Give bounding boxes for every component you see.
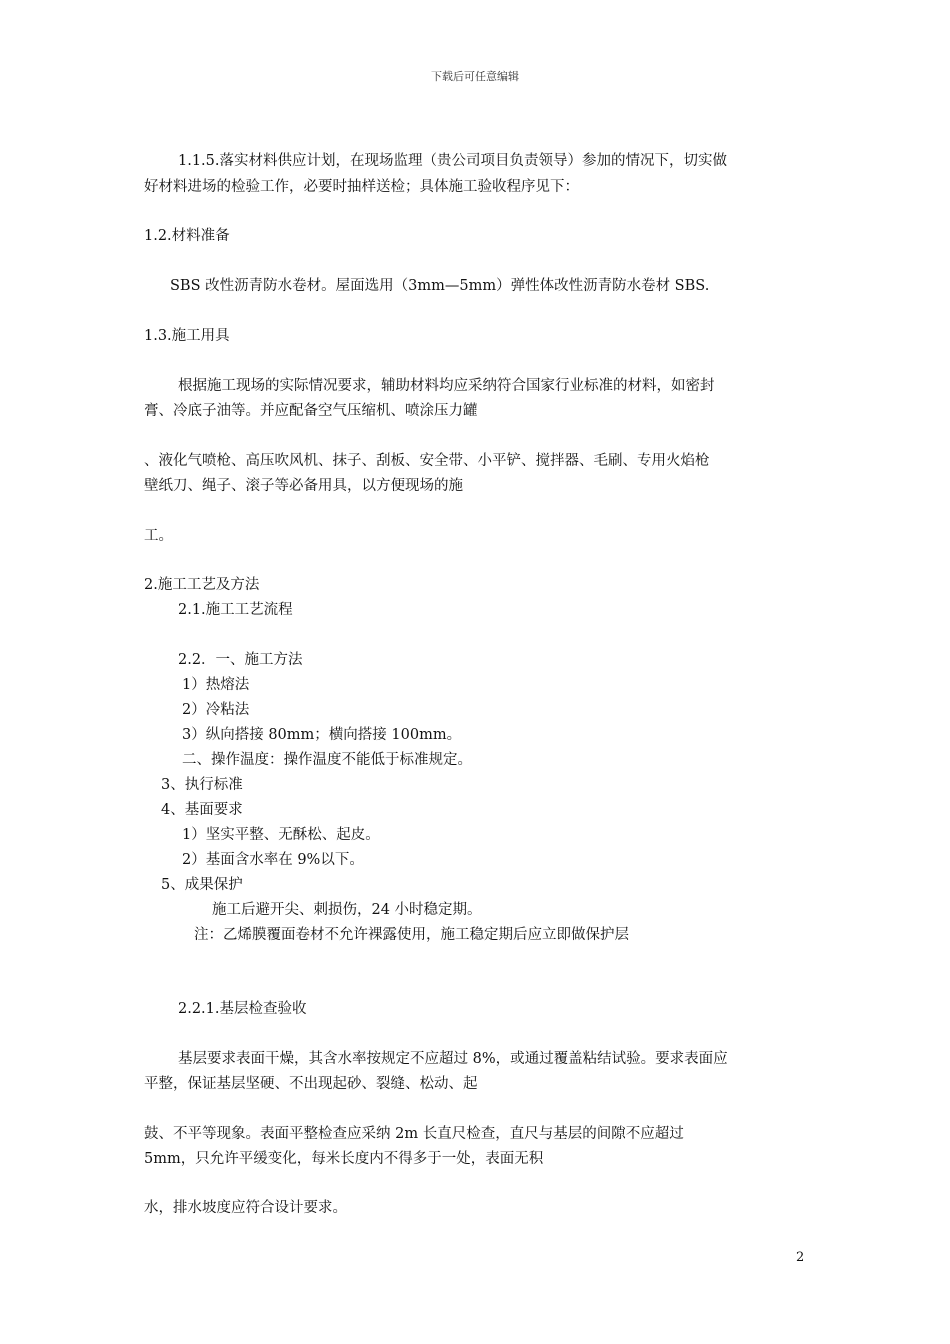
list-item: 5、成果保护	[161, 877, 243, 893]
list-item: 2）冷粘法	[182, 702, 250, 718]
page-number: 2	[796, 1250, 805, 1265]
paragraph-line: 好材料进场的检验工作，必要时抽样送检；具体施工验收程序见下：	[144, 179, 579, 195]
paragraph-line: SBS 改性沥青防水卷材。屋面选用（3mm—5mm）弹性体改性沥青防水卷材 SBS.	[170, 278, 710, 294]
list-item: 施工后避开尖、刺损伤，24 小时稳定期。	[212, 902, 482, 918]
paragraph-line: 基层要求表面干燥，其含水率按规定不应超过 8%，或通过覆盖粘结试验。要求表面应	[178, 1051, 728, 1067]
note-line: 注：乙烯膜覆面卷材不允许裸露使用，施工稳定期后应立即做保护层	[194, 927, 629, 943]
section-heading: 2.施工工艺及方法	[144, 577, 260, 593]
paragraph-line: 平整，保证基层坚硬、不出现起砂、裂缝、松动、起	[144, 1076, 478, 1092]
paragraph-line: 5mm，只允许平缓变化，每米长度内不得多于一处，表面无积	[144, 1151, 544, 1167]
list-item: 4、基面要求	[161, 802, 243, 818]
paragraph-line: 1.1.5.落实材料供应计划，在现场监理（贵公司项目负责领导）参加的情况下，切实做	[178, 153, 728, 169]
section-heading: 1.2.材料准备	[144, 228, 230, 244]
page-header: 下载后可任意编辑	[431, 70, 519, 83]
subsection-heading: 2.2．一、施工方法	[178, 652, 303, 668]
section-heading: 1.3.施工用具	[144, 328, 230, 344]
list-item: 3）纵向搭接 80mm；横向搭接 100mm。	[182, 727, 462, 743]
subsection-heading: 2.1.施工工艺流程	[178, 602, 293, 618]
paragraph-line: 壁纸刀、绳子、滚子等必备用具，以方便现场的施	[144, 478, 463, 494]
list-item: 2）基面含水率在 9%以下。	[182, 852, 364, 868]
list-item: 二、操作温度：操作温度不能低于标准规定。	[182, 752, 472, 768]
paragraph-line: 水，排水坡度应符合设计要求。	[144, 1200, 347, 1216]
paragraph-line: 工。	[144, 528, 173, 544]
list-item: 1）热熔法	[182, 677, 250, 693]
paragraph-line: 、液化气喷枪、高压吹风机、抹子、刮板、安全带、小平铲、搅拌器、毛刷、专用火焰枪	[144, 453, 710, 469]
subsection-heading: 2.2.1.基层检查验收	[178, 1001, 307, 1017]
paragraph-line: 根据施工现场的实际情况要求，辅助材料均应采纳符合国家行业标准的材料，如密封	[178, 378, 715, 394]
list-item: 3、执行标准	[161, 777, 243, 793]
list-item: 1）坚实平整、无酥松、起皮。	[182, 827, 380, 843]
paragraph-line: 鼓、不平等现象。表面平整检查应采纳 2m 长直尺检查，直尺与基层的间隙不应超过	[144, 1126, 684, 1142]
paragraph-line: 膏、冷底子油等。并应配备空气压缩机、喷涂压力罐	[144, 403, 478, 419]
